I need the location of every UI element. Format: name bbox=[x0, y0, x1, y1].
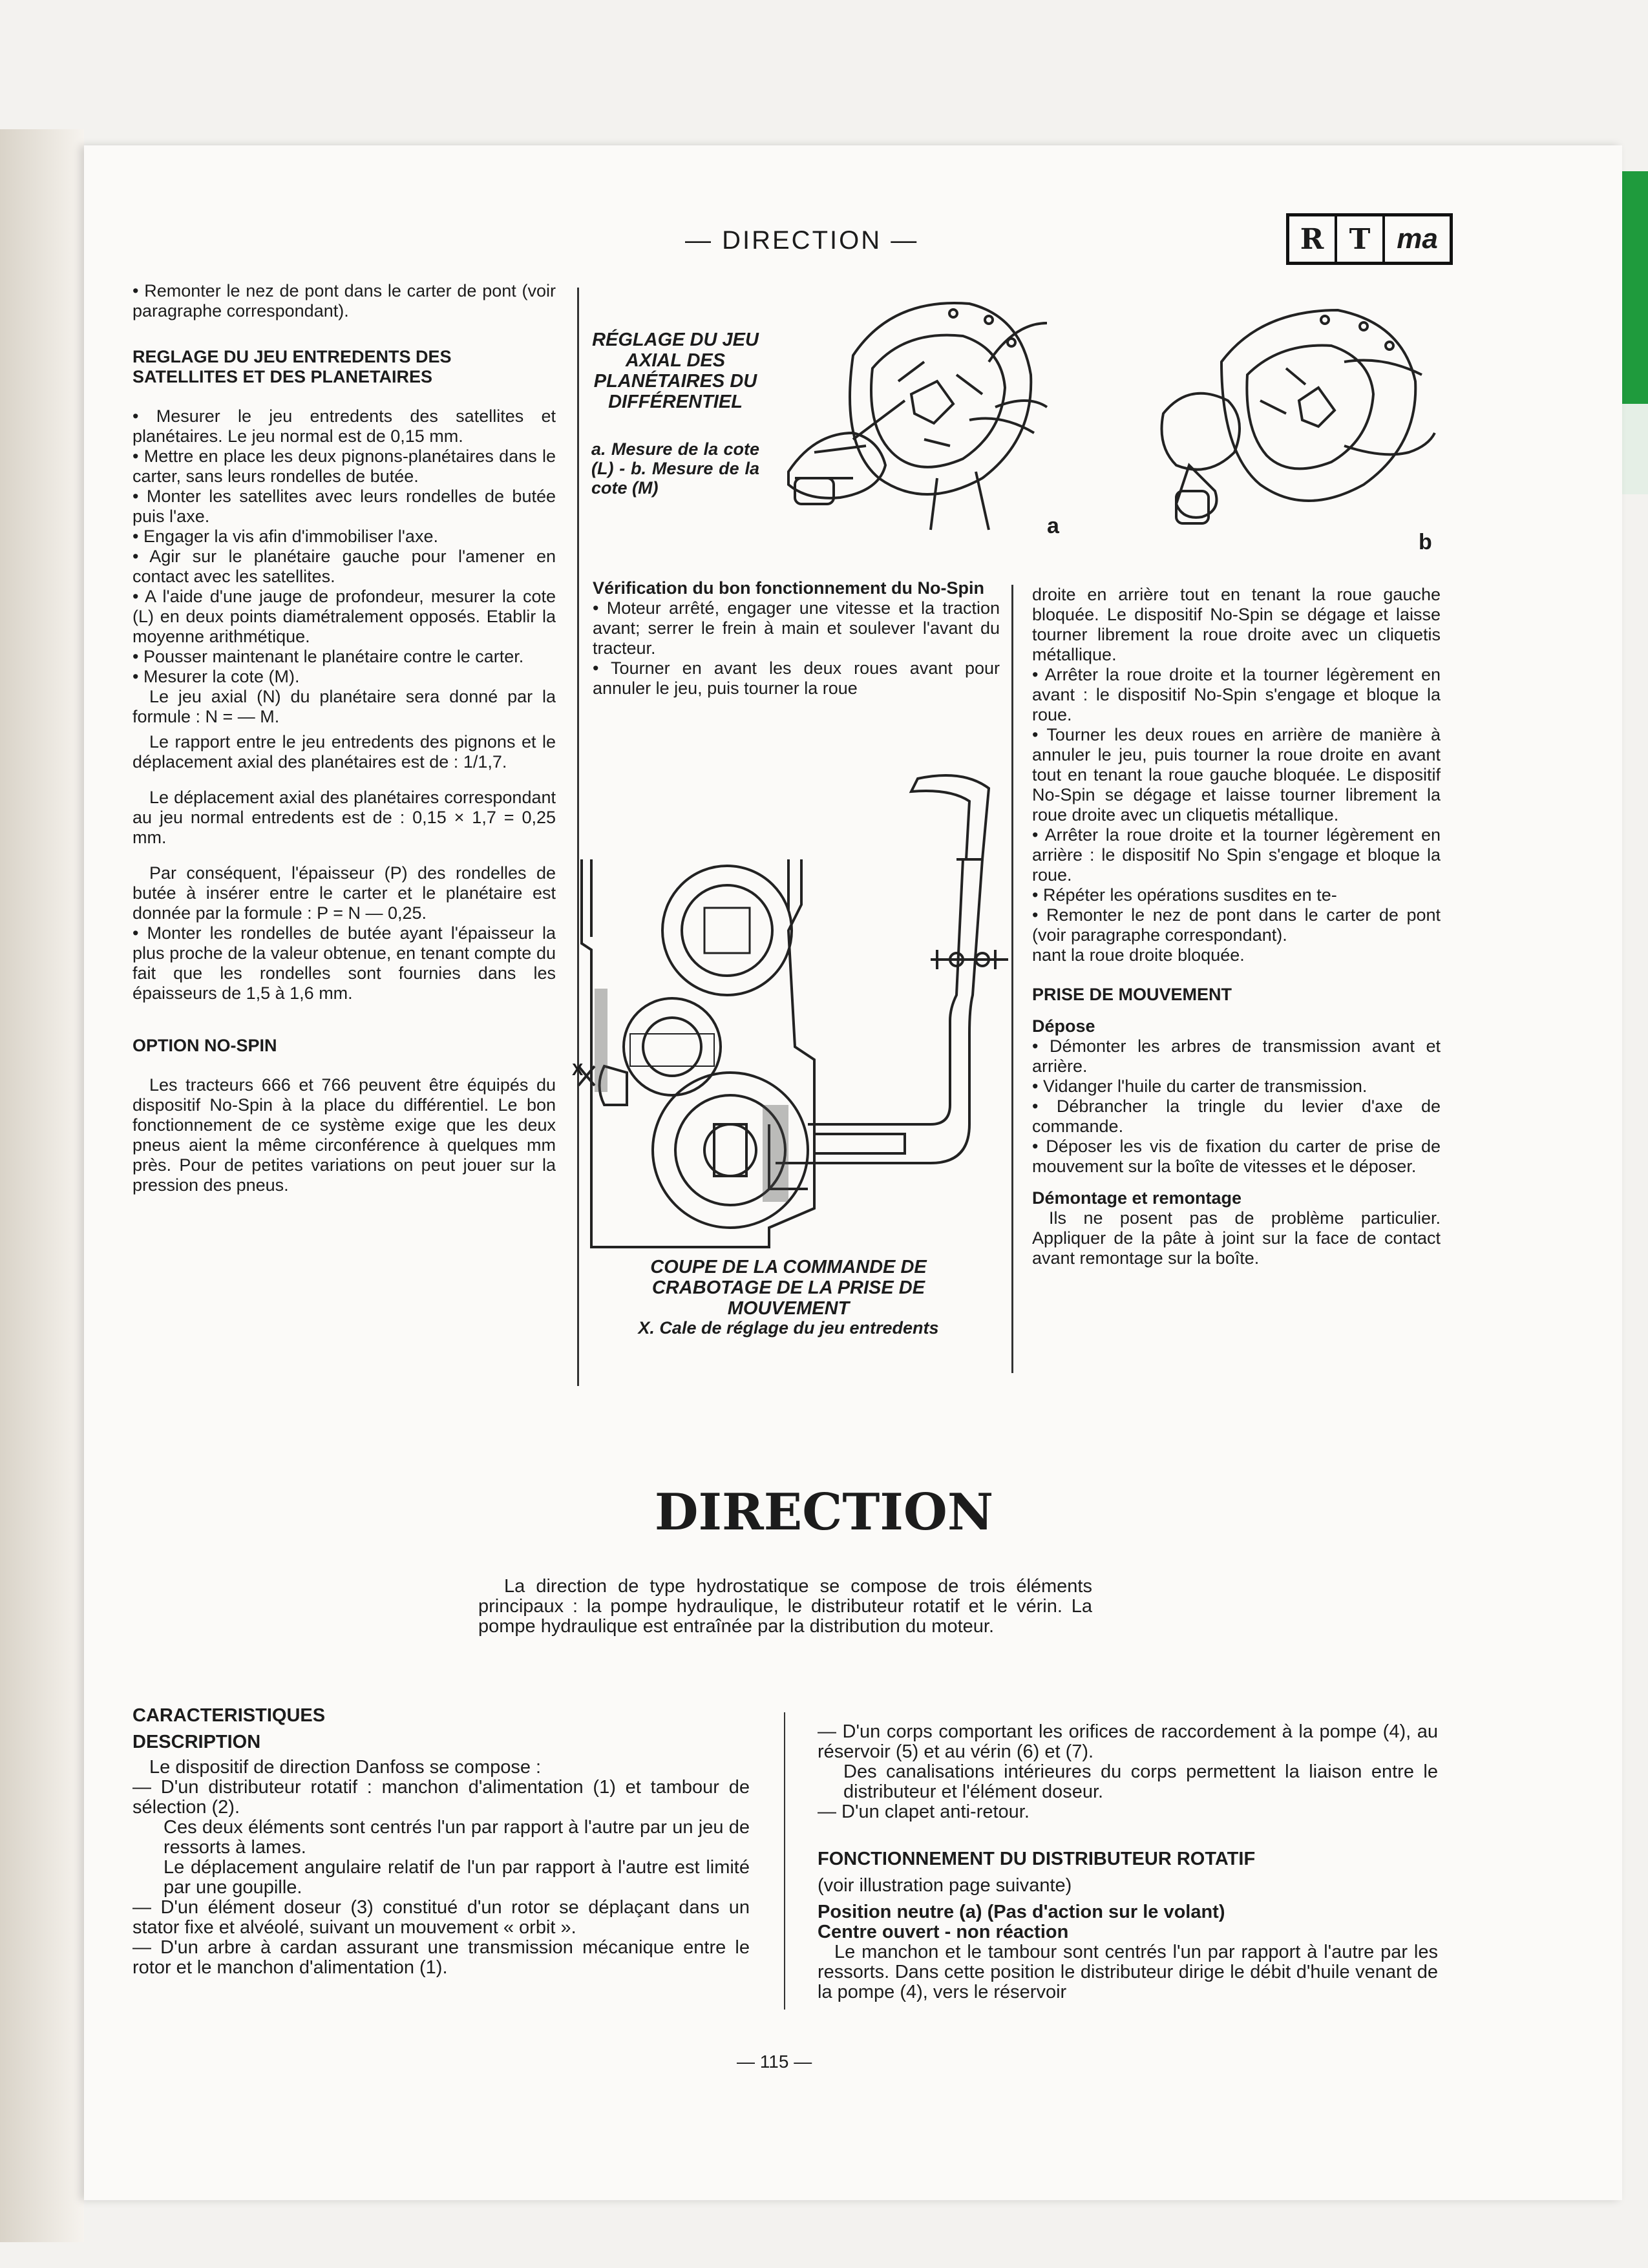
bullet: • Tourner en avant les deux roues avant pour annuler le jeu, puis tourner la roue bbox=[593, 658, 1000, 698]
section-heading: FONCTIONNEMENT DU DISTRIBUTEUR ROTATIF bbox=[818, 1849, 1256, 1869]
figure-description: X. Cale de réglage du jeu entredents bbox=[638, 1318, 939, 1338]
paragraph: Le déplacement axial des planétaires correspondant au jeu normal entredents est de : 0,15 × 1,7 = 0,25 mm. bbox=[132, 788, 556, 847]
figure-label-b: b bbox=[1419, 530, 1432, 554]
bullet: • Vidanger l'huile du carter de transmission. bbox=[1032, 1076, 1368, 1096]
section-heading: PRISE DE MOUVEMENT bbox=[1032, 985, 1232, 1004]
subsection-heading: Dépose bbox=[1032, 1016, 1095, 1036]
section-heading: REGLAGE DU JEU ENTREDENTS DES SATELLITES ET DES PLANETAIRES bbox=[132, 347, 452, 386]
bullet: • Mesurer la cote (M). bbox=[132, 667, 300, 686]
paragraph: • Remonter le nez de pont dans le carter de pont (voir paragraphe correspondant). bbox=[132, 281, 556, 320]
bullet: • Agir sur le planétaire gauche pour l'amener en contact avec les satellites. bbox=[132, 547, 556, 586]
bullet: • Arrêter la roue droite et la tourner légèrement en arrière : le dispositif No Spin s'engage et bloque la roue. bbox=[1032, 825, 1441, 885]
list-item: — D'un arbre à cardan assurant une transmission mécanique entre le rotor et le manchon d'alimentation (1). bbox=[132, 1937, 750, 1978]
bullet: • Déposer les vis de fixation du carter de prise de mouvement sur la boîte de vitesses et le déposer. bbox=[1032, 1137, 1441, 1176]
bottom-right-column bbox=[818, 1722, 1438, 2002]
paragraph: nant la roue droite bloquée. bbox=[1032, 945, 1245, 965]
subsection-heading: Centre ouvert - non réaction bbox=[818, 1922, 1069, 1942]
paragraph: Le dispositif de direction Danfoss se compose : bbox=[149, 1757, 542, 1778]
paragraph: droite en arrière tout en tenant la roue gauche bloquée. Le dispositif No-Spin se dégage et laisse tourner librement la roue droite avec un cliquetis métallique. bbox=[1032, 585, 1441, 664]
rtma-logo bbox=[1286, 213, 1453, 265]
subsection-heading: Vérification du bon fonctionnement du No-Spin bbox=[593, 578, 984, 598]
left-column bbox=[132, 281, 556, 1195]
middle-column bbox=[593, 578, 1000, 698]
paragraph: Ces deux éléments sont centrés l'un par rapport à l'autre par un jeu de ressorts à lames. bbox=[164, 1817, 750, 1858]
figure-differential-a bbox=[776, 284, 1053, 543]
figure-label-x: X bbox=[572, 1060, 584, 1079]
figure-differential-b bbox=[1150, 297, 1441, 543]
bullet: • Démonter les arbres de transmission avant et arrière. bbox=[1032, 1036, 1441, 1076]
paragraph: Le jeu axial (N) du planétaire sera donné par la formule : N = — M. bbox=[132, 687, 556, 726]
bullet: • Monter les rondelles de butée ayant l'épaisseur la plus proche de la valeur obtenue, en tenant compte du fait que les rondelles sont fournies dans les épaisseurs de 1,5 à 1,6 mm. bbox=[132, 923, 556, 1003]
section-heading: CARACTERISTIQUES bbox=[132, 1705, 326, 1726]
paragraph: Le déplacement angulaire relatif de l'un par rapport à l'autre est limité par une goupille. bbox=[164, 1857, 750, 1898]
bullet: • Mesurer le jeu entredents des satellites et planétaires. Le jeu normal est de 0,15 mm. bbox=[132, 406, 556, 446]
section-title: DIRECTION bbox=[654, 1483, 994, 1542]
paragraph: (voir illustration page suivante) bbox=[818, 1875, 1072, 1896]
bullet: • Moteur arrêté, engager une vitesse et la traction avant; serrer le frein à main et soulever l'avant du tracteur. bbox=[593, 598, 1000, 658]
intro-text: La direction de type hydrostatique se compose de trois éléments principaux : la pompe hydraulique, le distributeur rotatif et le vérin. La pompe hydraulique est entraînée par la distribution du moteur. bbox=[478, 1576, 1092, 1637]
logo-letters-ma: ma bbox=[1397, 223, 1438, 255]
bullet: • Débrancher la tringle du levier d'axe de commande. bbox=[1032, 1097, 1441, 1136]
list-item: — D'un distributeur rotatif : manchon d'alimentation (1) et tambour de sélection (2). bbox=[132, 1777, 750, 1818]
figure-label-a: a bbox=[1047, 514, 1059, 538]
bullet: • Répéter les opérations susdites en te- bbox=[1032, 885, 1337, 905]
page-number: — 115 — bbox=[737, 2052, 812, 2072]
bullet: • Tourner les deux roues en arrière de manière à annuler le jeu, puis tourner la roue droite en avant tout en tenant la roue gauche bloquée. Le dispositif No-Spin se dégage et laisse tourner librement la roue droite avec un cliquetis métallique. bbox=[1032, 725, 1441, 824]
paragraph: Ils ne posent pas de problème particulier. Appliquer de la pâte à joint sur la face de contact avant remontage sur la boîte. bbox=[1032, 1208, 1441, 1268]
subsection-heading: Position neutre (a) (Pas d'action sur le volant) bbox=[818, 1902, 1225, 1922]
logo-letter-t: T bbox=[1337, 216, 1385, 262]
section-heading: OPTION NO-SPIN bbox=[132, 1036, 277, 1055]
bullet: • Monter les satellites avec leurs rondelles de butée puis l'axe. bbox=[132, 487, 556, 526]
figure-pto-cross-section bbox=[569, 762, 1015, 1260]
figure-description: a. Mesure de la cote (L) - b. Mesure de la cote (M) bbox=[591, 439, 759, 498]
bullet: • Remonter le nez de pont dans le carter de pont (voir paragraphe correspondant). bbox=[1032, 905, 1441, 945]
list-item: — D'un élément doseur (3) constitué d'un rotor se déplaçant dans un stator fixe et alvéolé, suivant un mouvement « orbit ». bbox=[132, 1897, 750, 1938]
paragraph: Par conséquent, l'épaisseur (P) des rondelles de butée à insérer entre le carter et le planétaire est donnée par la formule : P = N — 0,25. bbox=[132, 863, 556, 923]
subsection-heading: Démontage et remontage bbox=[1032, 1188, 1242, 1208]
right-column bbox=[1032, 585, 1441, 1268]
list-item: — D'un corps comportant les orifices de raccordement à la pompe (4), au réservoir (5) et au vérin (6) et (7). bbox=[818, 1721, 1438, 1762]
list-item: — D'un clapet anti-retour. bbox=[818, 1801, 1030, 1822]
logo-letter-r: R bbox=[1289, 216, 1337, 262]
figure-title: COUPE DE LA COMMANDE DE CRABOTAGE DE LA PRISE DE MOUVEMENT bbox=[650, 1257, 927, 1319]
section-intro bbox=[478, 1577, 1092, 1637]
paragraph: Les tracteurs 666 et 766 peuvent être équipés du dispositif No-Spin à la place du différentiel. Le bon fonctionnement de ce système exige que les deux pneus aient la même circonférence à quelques mm près. Pour de petites variations on peut jouer sur la pression des pneus. bbox=[132, 1075, 556, 1195]
figure-title: RÉGLAGE DU JEU AXIAL DES PLANÉTAIRES DU DIFFÉRENTIEL bbox=[592, 330, 759, 412]
paragraph: Le manchon et le tambour sont centrés l'un par rapport à l'autre par les ressorts. Dans cette position le distributeur dirige le débit d'huile venant de la pompe (4), vers le réservoir bbox=[818, 1942, 1438, 2002]
book-spine bbox=[0, 129, 84, 2242]
bullet: • Arrêter la roue droite et la tourner légèrement en avant : le dispositif No-Spin s'engage et bloque la roue. bbox=[1032, 665, 1441, 724]
bullet: • Pousser maintenant le planétaire contre le carter. bbox=[132, 647, 524, 666]
column-rule bbox=[784, 1712, 785, 2010]
paragraph: Des canalisations intérieures du corps permettent la liaison entre le distributeur et l'élément doseur. bbox=[843, 1761, 1438, 1802]
bullet: • Mettre en place les deux pignons-planétaires dans le carter, sans leurs rondelles de butée. bbox=[132, 446, 556, 486]
paragraph: Le rapport entre le jeu entredents des pignons et le déplacement axial des planétaires est de : 1/1,7. bbox=[132, 732, 556, 772]
bullet: • Engager la vis afin d'immobiliser l'axe. bbox=[132, 527, 438, 546]
bottom-left-column bbox=[132, 1706, 750, 1978]
bullet: • A l'aide d'une jauge de profondeur, mesurer la cote (L) en deux points diamétralement opposés. Etablir la moyenne arithmétique. bbox=[132, 587, 556, 646]
running-header: — DIRECTION — bbox=[685, 226, 919, 255]
section-heading: DESCRIPTION bbox=[132, 1732, 261, 1752]
